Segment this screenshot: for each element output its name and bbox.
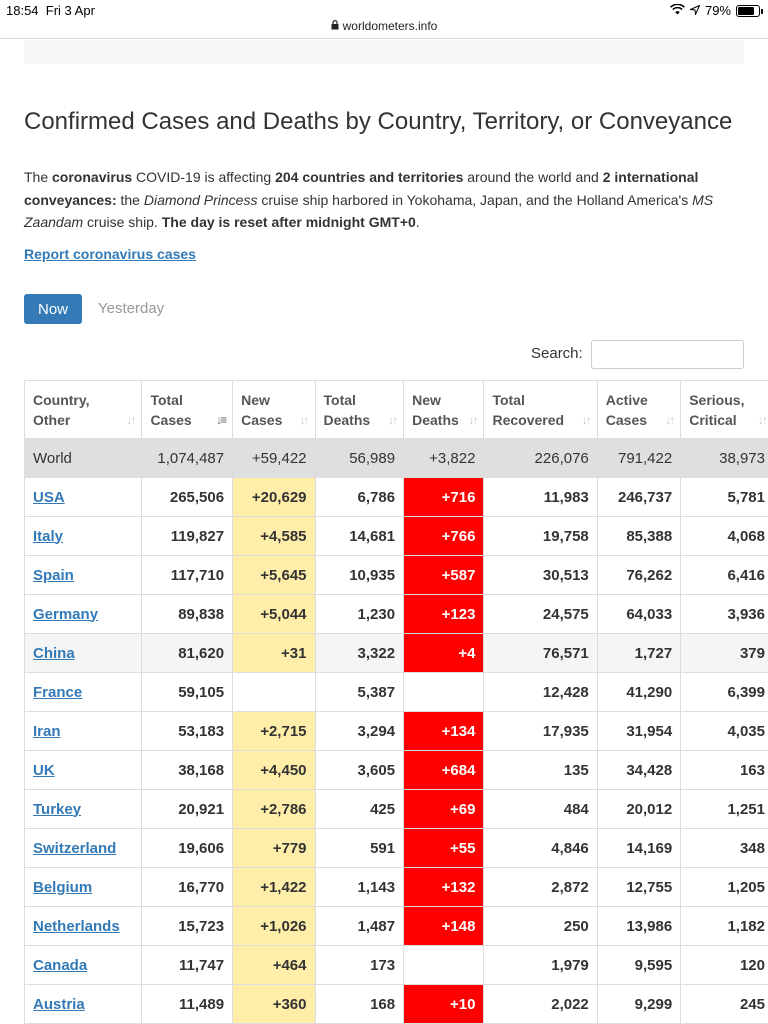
cell-new-deaths: +3,822: [404, 439, 484, 478]
cell-total-deaths: 56,989: [315, 439, 404, 478]
cell-new-deaths: +716: [404, 478, 484, 517]
header-serious-critical[interactable]: Serious, Critical ↓↑: [681, 381, 768, 439]
country-link[interactable]: France: [33, 683, 83, 701]
cell-total-cases: 38,168: [142, 751, 233, 790]
ad-placeholder: [24, 40, 744, 64]
search-input[interactable]: [591, 340, 744, 369]
cell-new-cases: [233, 673, 315, 712]
cell-new-cases: +31: [233, 634, 315, 673]
header-total-cases[interactable]: Total Cases ↓≡: [142, 381, 233, 439]
header-country[interactable]: Country, Other ↓↑: [25, 381, 142, 439]
table-row: [25, 751, 768, 790]
cell-total-recovered: 12,428: [484, 673, 597, 712]
page-title: Confirmed Cases and Deaths by Country, Territory, or Conveyance: [24, 108, 733, 135]
battery-percent: 79%: [704, 3, 731, 18]
cell-country: [25, 478, 142, 517]
cell-active-cases: 20,012: [597, 790, 680, 829]
world-row: [25, 439, 768, 478]
country-link[interactable]: Turkey: [33, 800, 82, 818]
sort-icon: ↓↑: [126, 412, 135, 427]
cell-total-deaths: 3,322: [315, 634, 404, 673]
cell-total-recovered: 17,935: [484, 712, 597, 751]
cell-total-deaths: 425: [315, 790, 404, 829]
cell-total-cases: 81,620: [142, 634, 233, 673]
cell-total-recovered: 30,513: [484, 556, 597, 595]
table-row: [25, 946, 768, 985]
cell-new-deaths: +148: [404, 907, 484, 946]
cell-new-cases: +1,026: [233, 907, 315, 946]
search-label: Search:: [531, 345, 583, 362]
cell-country: World: [25, 439, 142, 478]
cell-total-deaths: 1,487: [315, 907, 404, 946]
cell-country: [25, 790, 142, 829]
cell-total-recovered: 76,571: [484, 634, 597, 673]
cell-total-deaths: 1,230: [315, 595, 404, 634]
cell-active-cases: 12,755: [597, 868, 680, 907]
table-row: [25, 790, 768, 829]
cell-total-recovered: 484: [484, 790, 597, 829]
sort-icon: ↓↑: [468, 412, 477, 427]
cell-new-deaths: +587: [404, 556, 484, 595]
cell-serious-critical: 6,399: [681, 673, 768, 712]
table-header-row: [25, 381, 768, 439]
cell-total-deaths: 173: [315, 946, 404, 985]
header-total-recovered[interactable]: Total Recovered ↓↑: [484, 381, 597, 439]
cell-serious-critical: 38,973: [681, 439, 768, 478]
country-link[interactable]: Switzerland: [33, 839, 117, 857]
cell-total-deaths: 3,605: [315, 751, 404, 790]
country-link[interactable]: Iran: [33, 722, 61, 740]
cell-serious-critical: 6,416: [681, 556, 768, 595]
cell-serious-critical: 163: [681, 751, 768, 790]
cell-country: [25, 634, 142, 673]
table-row: [25, 712, 768, 751]
cell-serious-critical: 120: [681, 946, 768, 985]
header-total-deaths[interactable]: Total Deaths ↓↑: [315, 381, 404, 439]
cell-new-deaths: +55: [404, 829, 484, 868]
table-row: [25, 517, 768, 556]
header-new-deaths[interactable]: New Deaths ↓↑: [404, 381, 484, 439]
table-row: [25, 907, 768, 946]
cell-active-cases: 85,388: [597, 517, 680, 556]
cell-new-cases: +4,450: [233, 751, 315, 790]
country-link[interactable]: USA: [33, 488, 65, 506]
cell-total-deaths: 168: [315, 985, 404, 1024]
cell-country: [25, 868, 142, 907]
table-row: [25, 829, 768, 868]
sort-icon: ↓↑: [581, 412, 590, 427]
cell-total-cases: 11,489: [142, 985, 233, 1024]
cell-serious-critical: 5,781: [681, 478, 768, 517]
cell-new-deaths: [404, 946, 484, 985]
cell-total-recovered: 24,575: [484, 595, 597, 634]
cell-active-cases: 41,290: [597, 673, 680, 712]
country-link[interactable]: Canada: [33, 956, 88, 974]
cell-total-cases: 16,770: [142, 868, 233, 907]
lock-icon: [331, 20, 339, 33]
cell-new-cases: +1,422: [233, 868, 315, 907]
cell-active-cases: 791,422: [597, 439, 680, 478]
table-row: [25, 634, 768, 673]
cell-new-cases: +2,786: [233, 790, 315, 829]
cell-total-deaths: 10,935: [315, 556, 404, 595]
cell-serious-critical: 348: [681, 829, 768, 868]
cell-new-deaths: +123: [404, 595, 484, 634]
cell-country: [25, 673, 142, 712]
cell-total-deaths: 591: [315, 829, 404, 868]
cell-total-cases: 1,074,487: [142, 439, 233, 478]
cell-active-cases: 34,428: [597, 751, 680, 790]
cell-total-recovered: 4,846: [484, 829, 597, 868]
intro-paragraph: The coronavirus COVID-19 is affecting 204 countries and territories around the world and 2 international conveyances: the Diamond Princess cruise ship harbored in Yokohama, Japan, and the Holland America's MS Zaandam cruise ship. The day is reset after midnight GMT+0.: [24, 169, 714, 230]
cell-serious-critical: 3,936: [681, 595, 768, 634]
cell-total-cases: 89,838: [142, 595, 233, 634]
cell-total-cases: 117,710: [142, 556, 233, 595]
sort-icon: ↓↑: [388, 412, 397, 427]
cell-country: [25, 946, 142, 985]
cell-serious-critical: 1,182: [681, 907, 768, 946]
wifi-icon: [670, 3, 685, 18]
cell-total-cases: 19,606: [142, 829, 233, 868]
cell-new-deaths: +10: [404, 985, 484, 1024]
sort-icon: ↓↑: [299, 412, 308, 427]
header-new-cases[interactable]: New Cases ↓↑: [233, 381, 315, 439]
country-link[interactable]: Netherlands: [33, 917, 120, 935]
cell-total-deaths: 3,294: [315, 712, 404, 751]
country-link[interactable]: China: [33, 644, 75, 662]
table-row: [25, 556, 768, 595]
cell-new-cases: +779: [233, 829, 315, 868]
cell-country: [25, 985, 142, 1024]
cell-new-deaths: +4: [404, 634, 484, 673]
cell-new-deaths: +132: [404, 868, 484, 907]
cell-new-deaths: [404, 673, 484, 712]
cell-active-cases: 1,727: [597, 634, 680, 673]
cases-table: [24, 380, 768, 1024]
cell-serious-critical: 1,251: [681, 790, 768, 829]
header-active-cases[interactable]: Active Cases ↓↑: [597, 381, 680, 439]
table-row: [25, 595, 768, 634]
cell-total-recovered: 2,022: [484, 985, 597, 1024]
cell-new-cases: +5,645: [233, 556, 315, 595]
cell-total-cases: 119,827: [142, 517, 233, 556]
table-row: [25, 985, 768, 1024]
cell-total-recovered: 19,758: [484, 517, 597, 556]
cell-total-cases: 59,105: [142, 673, 233, 712]
table-row: [25, 868, 768, 907]
country-link[interactable]: Italy: [33, 527, 64, 545]
sort-desc-icon: ↓≡: [216, 412, 226, 427]
cell-serious-critical: 245: [681, 985, 768, 1024]
cell-total-cases: 11,747: [142, 946, 233, 985]
report-cases-link[interactable]: Report coronavirus cases: [24, 246, 196, 262]
cell-new-cases: +5,044: [233, 595, 315, 634]
cell-new-cases: +2,715: [233, 712, 315, 751]
cell-new-cases: +20,629: [233, 478, 315, 517]
cell-total-recovered: 11,983: [484, 478, 597, 517]
address-bar[interactable]: [0, 17, 768, 39]
cell-new-cases: +59,422: [233, 439, 315, 478]
cell-new-cases: +4,585: [233, 517, 315, 556]
cell-serious-critical: 1,205: [681, 868, 768, 907]
tab-now[interactable]: Now: [24, 294, 82, 324]
cell-serious-critical: 4,035: [681, 712, 768, 751]
country-link[interactable]: Belgium: [33, 878, 93, 896]
cell-new-cases: +360: [233, 985, 315, 1024]
table-row: [25, 478, 768, 517]
cell-active-cases: 64,033: [597, 595, 680, 634]
cell-active-cases: 9,299: [597, 985, 680, 1024]
cell-active-cases: 31,954: [597, 712, 680, 751]
cell-total-deaths: 5,387: [315, 673, 404, 712]
country-link[interactable]: Austria: [33, 995, 85, 1013]
cell-country: [25, 829, 142, 868]
cell-new-cases: +464: [233, 946, 315, 985]
cell-new-deaths: +69: [404, 790, 484, 829]
cell-total-cases: 53,183: [142, 712, 233, 751]
battery-icon: [736, 5, 760, 17]
cell-new-deaths: +766: [404, 517, 484, 556]
sort-icon: ↓↑: [665, 412, 674, 427]
country-link[interactable]: Germany: [33, 605, 99, 623]
cell-total-cases: 15,723: [142, 907, 233, 946]
cell-total-cases: 265,506: [142, 478, 233, 517]
cell-country: [25, 712, 142, 751]
cell-country: [25, 517, 142, 556]
cell-total-recovered: 1,979: [484, 946, 597, 985]
cell-country: [25, 595, 142, 634]
cell-total-deaths: 14,681: [315, 517, 404, 556]
sort-icon: ↓↑: [758, 412, 766, 427]
cell-country: [25, 751, 142, 790]
status-time: 18:54 Fri 3 Apr: [6, 3, 95, 18]
cell-total-recovered: 250: [484, 907, 597, 946]
tab-yesterday[interactable]: Yesterday: [98, 300, 165, 317]
cell-serious-critical: 4,068: [681, 517, 768, 556]
cell-new-deaths: +684: [404, 751, 484, 790]
table-row: [25, 673, 768, 712]
status-right: [670, 3, 760, 18]
country-link[interactable]: UK: [33, 761, 55, 779]
cell-total-deaths: 6,786: [315, 478, 404, 517]
cell-total-deaths: 1,143: [315, 868, 404, 907]
cell-total-recovered: 2,872: [484, 868, 597, 907]
cell-active-cases: 76,262: [597, 556, 680, 595]
cell-serious-critical: 379: [681, 634, 768, 673]
url-text: worldometers.info: [342, 19, 438, 33]
location-arrow-icon: [690, 3, 700, 18]
cell-active-cases: 13,986: [597, 907, 680, 946]
cell-total-recovered: 135: [484, 751, 597, 790]
cell-total-recovered: 226,076: [484, 439, 597, 478]
cell-active-cases: 14,169: [597, 829, 680, 868]
cell-country: [25, 556, 142, 595]
cell-total-cases: 20,921: [142, 790, 233, 829]
cell-country: [25, 907, 142, 946]
cell-new-deaths: +134: [404, 712, 484, 751]
cell-active-cases: 9,595: [597, 946, 680, 985]
country-link[interactable]: Spain: [33, 566, 74, 584]
cell-active-cases: 246,737: [597, 478, 680, 517]
